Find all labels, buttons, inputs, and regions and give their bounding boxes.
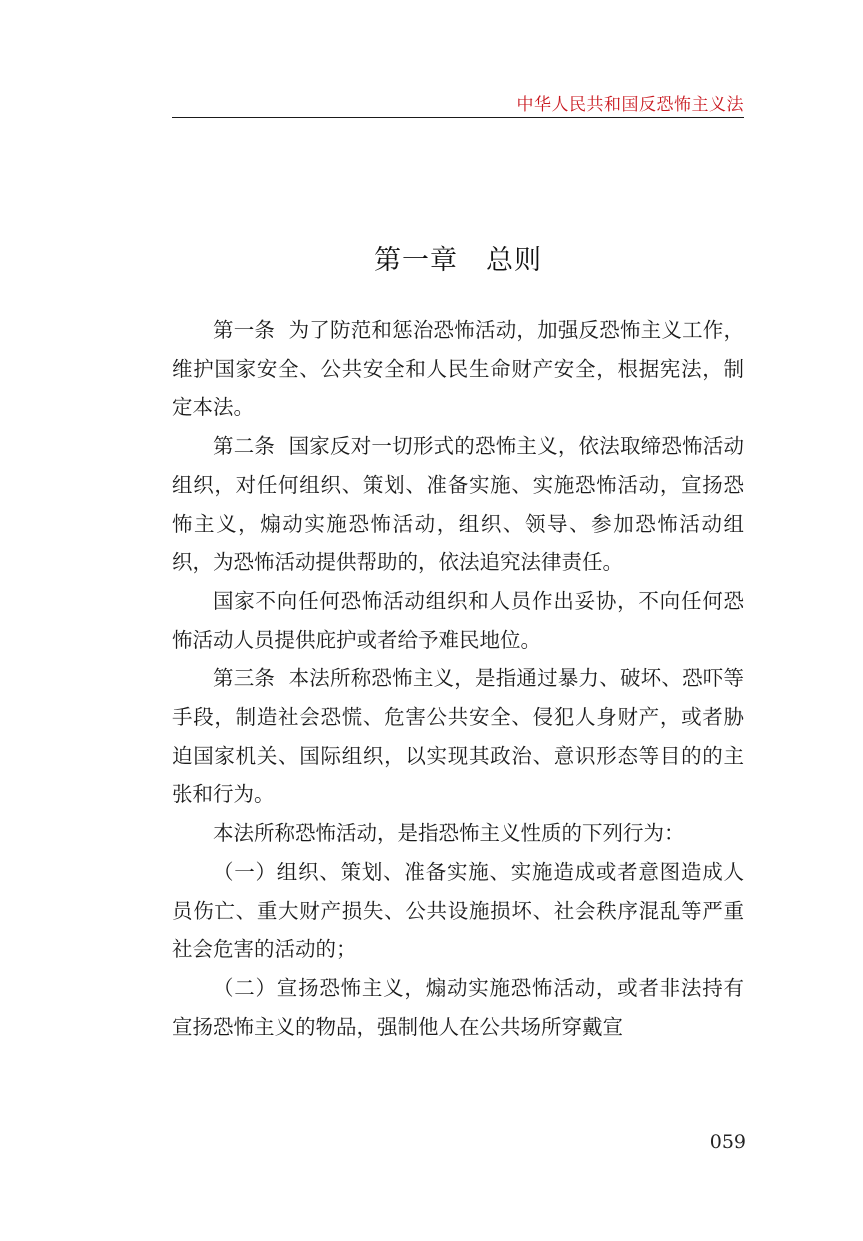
article-3-item-1: （一）组织、策划、准备实施、实施造成或者意图造成人员伤亡、重大财产损失、公共设施损坏、社会秩序混乱等严重社会危害的活动的； — [172, 859, 744, 962]
page-number: 059 — [709, 1131, 746, 1153]
article-2-text: 国家反对一切形式的恐怖主义，依法取缔恐怖活动组织，对任何组织、策划、准备实施、实施恐怖活动，宣扬恐怖主义，煽动实施恐怖活动，组织、领导、参加恐怖活动组织，为恐怖活动提供帮助的，依法追究法律责任。 — [172, 434, 744, 575]
article-2-paragraph-2: 国家不向任何恐怖活动组织和人员作出妥协，不向任何恐怖活动人员提供庇护或者给予难民地位。 — [172, 588, 744, 652]
article-3-item-2: （二）宣扬恐怖主义，煽动实施恐怖活动，或者非法持有宣扬恐怖主义的物品，强制他人在公共场所穿戴宣 — [172, 975, 744, 1039]
article-1-number: 第一条 — [213, 318, 276, 342]
article-3-paragraph-2: 本法所称恐怖活动，是指恐怖主义性质的下列行为： — [213, 821, 685, 846]
running-header: 中华人民共和国反恐怖主义法 — [516, 95, 744, 115]
body-text — [172, 311, 744, 1046]
article-1 — [172, 311, 744, 427]
article-2 — [172, 427, 744, 582]
chapter-title: 第一章 总则 — [374, 245, 542, 276]
article-3 — [172, 659, 744, 814]
article-1-text: 为了防范和惩治恐怖活动，加强反恐怖主义工作，维护国家安全、公共安全和人民生命财产安全，根据宪法，制定本法。 — [172, 318, 744, 420]
article-3-number: 第三条 — [213, 666, 276, 691]
header-rule — [172, 117, 744, 118]
article-3-text: 本法所称恐怖主义，是指通过暴力、破坏、恐吓等手段，制造社会恐慌、危害公共安全、侵犯人身财产，或者胁迫国家机关、国际组织，以实现其政治、意识形态等目的的主张和行为。 — [172, 666, 744, 807]
article-2-number: 第二条 — [213, 434, 276, 459]
